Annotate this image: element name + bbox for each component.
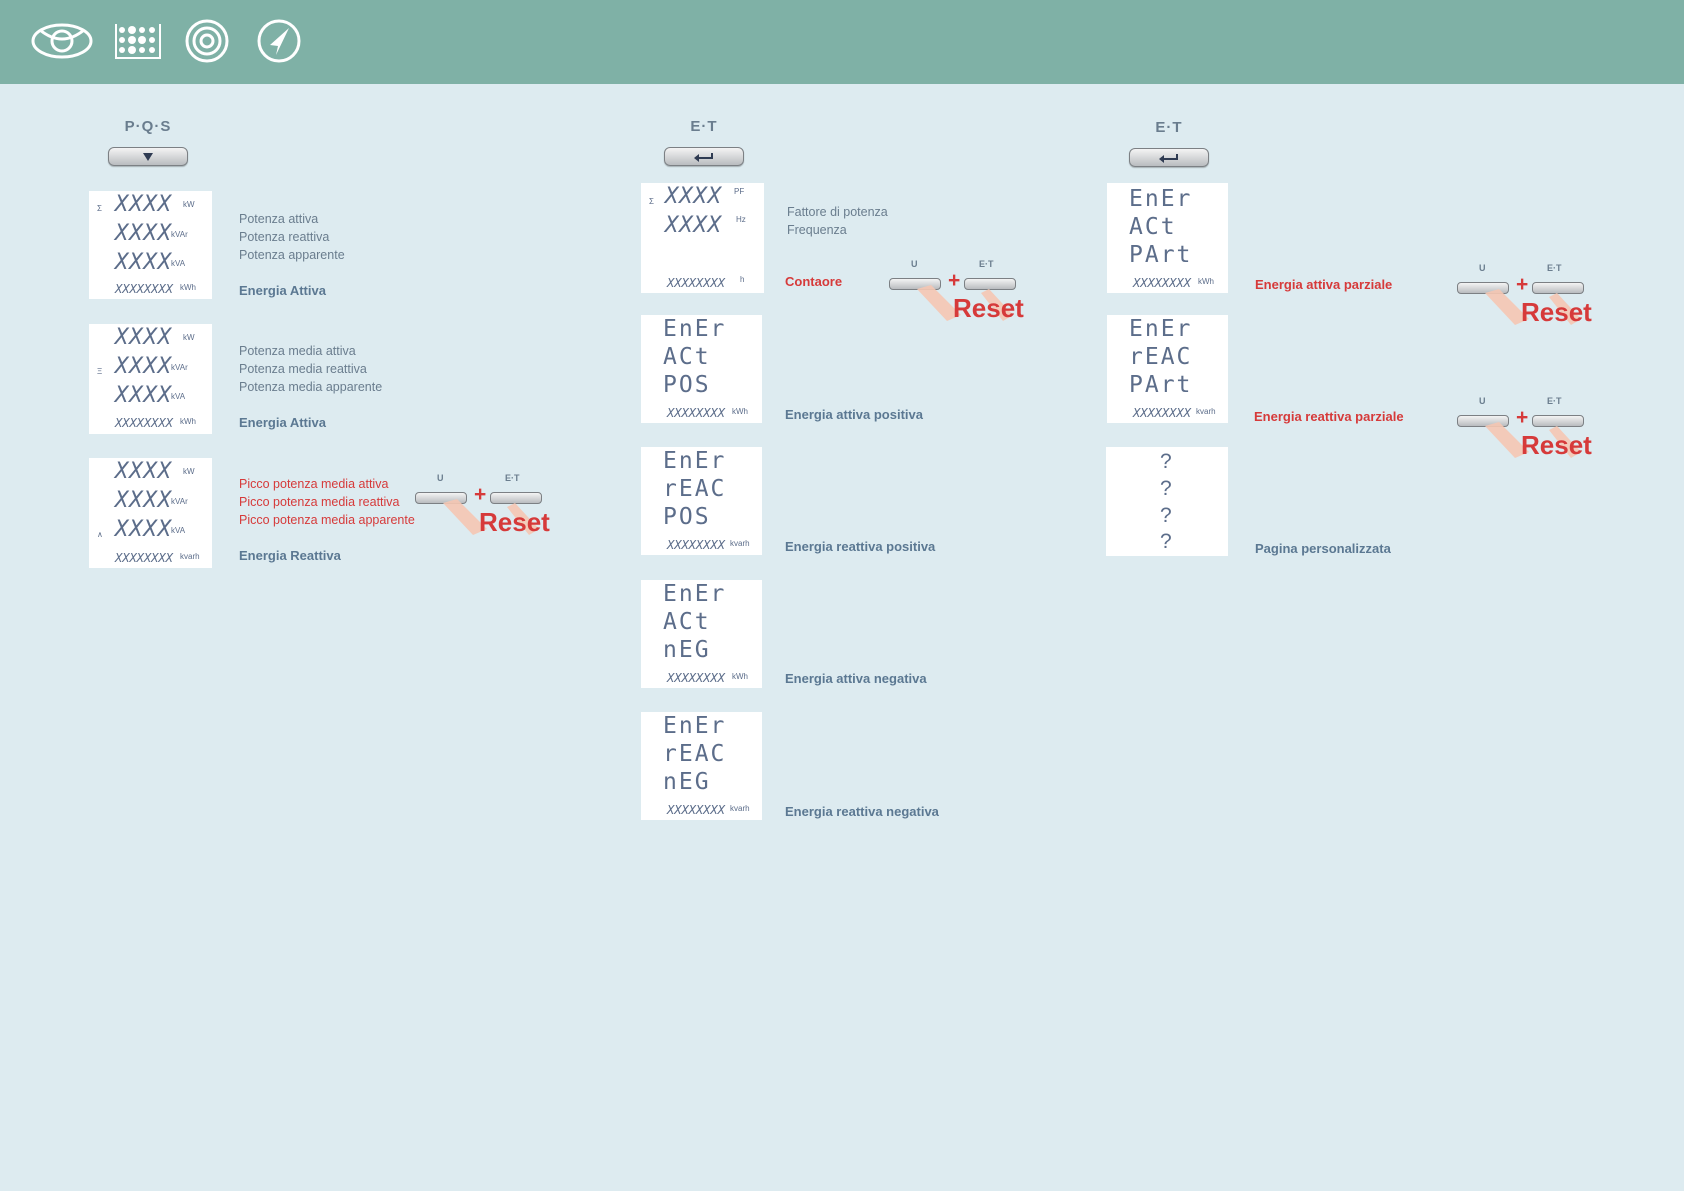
item-label: Contaore: [785, 274, 843, 289]
column-title-pqs: P·Q·S: [124, 118, 172, 135]
reset-combo[interactable]: U E·T + Reset: [1457, 263, 1585, 343]
lcd-display: EnEr rEAC nEG XXXXXXXX kvarh: [641, 712, 762, 820]
header-bar: [0, 0, 1684, 84]
plus-icon: +: [474, 483, 487, 506]
description-lines: Potenza attiva Potenza reattiva Potenza apparente: [239, 212, 345, 262]
item-label: Energia Attiva: [239, 415, 326, 430]
target-icon: [184, 18, 230, 64]
item-label: Energia Attiva: [239, 283, 326, 298]
grid-dots-icon: [114, 18, 162, 64]
plus-icon: +: [948, 269, 961, 292]
lcd-display: ? ? ? ?: [1106, 447, 1228, 556]
et-button[interactable]: [1129, 148, 1209, 167]
lcd-display: EnEr rEAC POS XXXXXXXX kvarh: [641, 447, 762, 555]
item-label: Energia attiva parziale: [1255, 277, 1393, 292]
arrow-icon: [256, 18, 302, 64]
reset-combo[interactable]: U E·T + Reset: [415, 473, 543, 553]
return-arrow-icon: [1157, 152, 1181, 164]
item-label: Energia attiva negativa: [785, 671, 927, 686]
item-label: Energia reattiva negativa: [785, 804, 939, 819]
lcd-display: Σ XXXX kW XXXX kVAr XXXX kVA XXXXXXXX kWh: [89, 191, 212, 299]
plus-icon: +: [1516, 406, 1529, 429]
reset-combo[interactable]: U E·T + Reset: [1457, 396, 1585, 476]
item-label: Energia attiva positiva: [785, 407, 923, 422]
lcd-display: Ξ XXXX kW XXXX kVAr XXXX kVA XXXXXXXX kWh: [89, 324, 212, 434]
reset-combo[interactable]: U E·T + Reset: [889, 259, 1017, 339]
reset-text: Reset: [1521, 430, 1592, 460]
et-button[interactable]: [664, 147, 744, 166]
eye-icon: [30, 18, 94, 64]
lcd-display: Σ XXXX PF XXXX Hz XXXXXXXX h: [641, 183, 764, 293]
lcd-display: ∧ XXXX kW XXXX kVAr XXXX kVA XXXXXXXX kvarh: [89, 458, 212, 568]
column-title-et: E·T: [1155, 119, 1183, 136]
item-label: Pagina personalizzata: [1255, 541, 1391, 556]
item-label: Energia reattiva positiva: [785, 539, 936, 554]
reset-text: Reset: [953, 293, 1024, 323]
description-lines: Potenza media attiva Potenza media reattiva Potenza media apparente: [239, 344, 383, 394]
reset-text: Reset: [1521, 297, 1592, 327]
item-label: Energia reattiva parziale: [1254, 409, 1404, 424]
lcd-display: EnEr ACt nEG XXXXXXXX kWh: [641, 580, 762, 688]
lcd-display: EnEr ACt PArt XXXXXXXX kWh: [1107, 183, 1228, 293]
return-arrow-icon: [692, 151, 716, 163]
description-lines: Picco potenza media attiva Picco potenza media reattiva Picco potenza media apparente: [239, 477, 415, 527]
column-title-et: E·T: [690, 118, 718, 135]
reset-text: Reset: [479, 507, 550, 537]
plus-icon: +: [1516, 273, 1529, 296]
item-label: Energia Reattiva: [239, 548, 341, 563]
description-lines: Fattore di potenza Frequenza: [787, 205, 888, 237]
lcd-display: EnEr ACt POS XXXXXXXX kWh: [641, 315, 762, 423]
pqs-button[interactable]: [108, 147, 188, 166]
down-triangle-icon: [142, 152, 154, 162]
lcd-display: EnEr rEAC PArt XXXXXXXX kvarh: [1107, 315, 1228, 423]
